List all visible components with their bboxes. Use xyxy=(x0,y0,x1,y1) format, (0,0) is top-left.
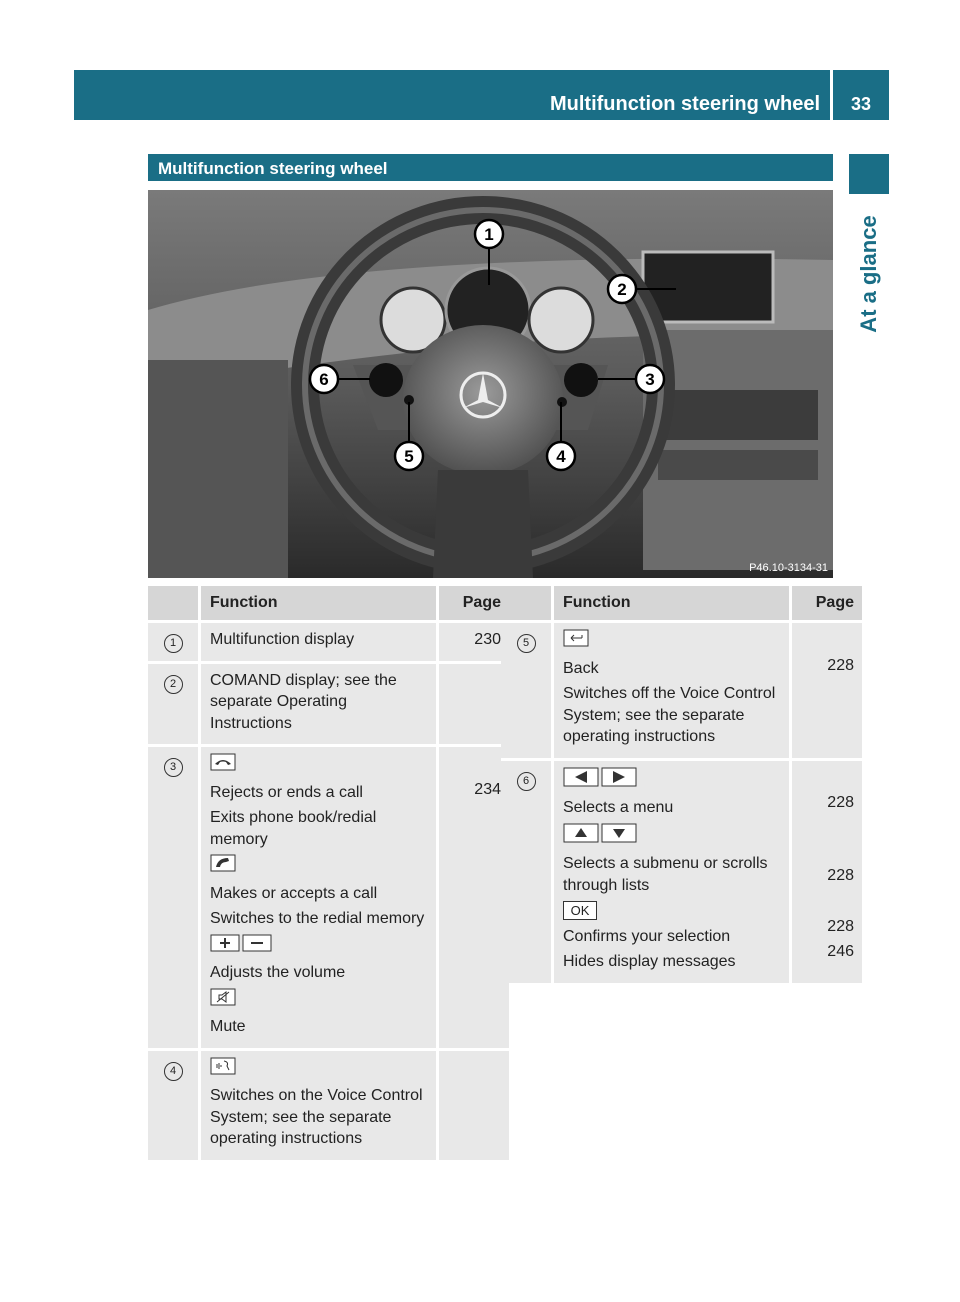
page-reference: 228 xyxy=(827,656,854,674)
left-right-icon xyxy=(563,767,781,794)
function-text: Switches on the Voice Control System; see the separate operating instructions xyxy=(210,1087,423,1147)
row-number xyxy=(148,620,201,661)
svg-text:2: 2 xyxy=(617,280,627,299)
phone-end-icon xyxy=(210,753,428,778)
function-text: Mute xyxy=(210,1018,246,1035)
function-text: Hides display messages xyxy=(563,953,736,970)
page-cell xyxy=(792,758,862,983)
table-row xyxy=(148,661,509,745)
function-text: Switches to the redial memory xyxy=(210,910,425,927)
voice-control-icon xyxy=(210,1057,428,1082)
header-num xyxy=(501,586,554,620)
svg-text:4: 4 xyxy=(556,447,566,466)
function-text: Selects a submenu or scrolls through lists xyxy=(563,855,768,894)
page-reference xyxy=(439,1004,501,1026)
table-row xyxy=(501,620,862,758)
function-text: Back xyxy=(563,659,599,677)
callout-1 xyxy=(475,220,503,248)
callout-number: 5 xyxy=(517,634,536,653)
function-text: Exits phone book/redial memory xyxy=(210,809,377,848)
function-table-right xyxy=(501,586,862,983)
function-text: COMAND display; see the separate Operating Instructions xyxy=(210,671,397,732)
function-text: Rejects or ends a call xyxy=(210,783,363,801)
function-text: Adjusts the volume xyxy=(210,964,346,981)
callout-number: 4 xyxy=(164,1062,183,1081)
steering-wheel-illustration xyxy=(148,190,833,578)
page-cell xyxy=(792,620,862,758)
svg-text:3: 3 xyxy=(645,370,655,389)
function-cell xyxy=(201,744,439,1048)
callout-5 xyxy=(395,442,423,470)
side-tab xyxy=(849,154,889,194)
page-reference: 230 xyxy=(474,631,501,648)
row-number xyxy=(148,661,201,745)
function-text: Selects a menu xyxy=(563,799,674,816)
svg-text:5: 5 xyxy=(404,447,414,466)
side-tab-label-wrap xyxy=(849,204,889,344)
function-text: Multifunction display xyxy=(210,631,355,648)
callout-number: 2 xyxy=(164,675,183,694)
side-tab-label: At a glance xyxy=(856,215,881,333)
page-reference: 228 xyxy=(827,866,854,884)
row-number xyxy=(148,744,201,1048)
section-title: Multifunction steering wheel xyxy=(158,159,388,178)
header-function: Function xyxy=(201,586,439,620)
page-cell xyxy=(439,744,509,1048)
callout-4 xyxy=(547,442,575,470)
page-reference: 234 xyxy=(474,780,501,798)
page-cell xyxy=(439,1048,509,1160)
steering-wheel-photo xyxy=(148,190,833,578)
page-reference: 228 xyxy=(827,917,854,935)
table-row xyxy=(148,1048,509,1160)
mute-icon xyxy=(210,988,428,1013)
table-row xyxy=(148,620,509,661)
callout-number: 3 xyxy=(164,758,183,777)
page-reference: 228 xyxy=(827,794,854,811)
header-page: Page xyxy=(439,586,509,620)
function-cell xyxy=(201,1048,439,1160)
function-table-left xyxy=(148,586,509,1160)
header-num xyxy=(148,586,201,620)
table-left-wrap xyxy=(148,586,509,1160)
function-text: Makes or accepts a call xyxy=(210,884,378,902)
table-row xyxy=(148,744,509,1048)
header-page: Page xyxy=(792,586,862,620)
function-cell xyxy=(201,661,439,745)
ok-key: OK xyxy=(563,900,781,922)
page-reference xyxy=(439,670,501,735)
function-text: Switches off the Voice Control System; see the separate operating instructions xyxy=(563,685,776,745)
figure-code: P46.10-3134-31 xyxy=(749,562,828,574)
callout-2 xyxy=(608,275,636,303)
function-cell xyxy=(201,620,439,661)
function-cell xyxy=(554,758,792,983)
page-number: 33 xyxy=(850,94,872,114)
function-cell xyxy=(554,620,792,758)
page-cell xyxy=(439,661,509,745)
page-reference xyxy=(439,877,501,899)
page-reference xyxy=(439,1082,501,1147)
callout-number: 1 xyxy=(164,634,183,653)
row-number xyxy=(148,1048,201,1160)
function-text: Confirms your selection xyxy=(563,927,731,945)
header-function: Function xyxy=(554,586,792,620)
table-right-wrap xyxy=(501,586,862,983)
page-reference xyxy=(792,680,854,745)
row-number xyxy=(501,758,554,983)
row-number xyxy=(501,620,554,758)
page-cell xyxy=(439,620,509,661)
page-reference xyxy=(439,902,501,924)
page-reference xyxy=(439,953,501,975)
page-reference xyxy=(439,804,501,847)
svg-text:6: 6 xyxy=(319,370,329,389)
plus-minus-icon xyxy=(210,934,428,959)
header-title: Multifunction steering wheel xyxy=(549,93,820,115)
back-icon xyxy=(563,629,781,654)
page-reference: 246 xyxy=(827,943,854,960)
phone-accept-icon xyxy=(210,854,428,879)
callout-3 xyxy=(636,365,664,393)
callout-6 xyxy=(310,365,338,393)
table-row xyxy=(501,758,862,983)
up-down-icon xyxy=(563,823,781,850)
callout-number: 6 xyxy=(517,772,536,791)
svg-text:1: 1 xyxy=(484,225,494,244)
